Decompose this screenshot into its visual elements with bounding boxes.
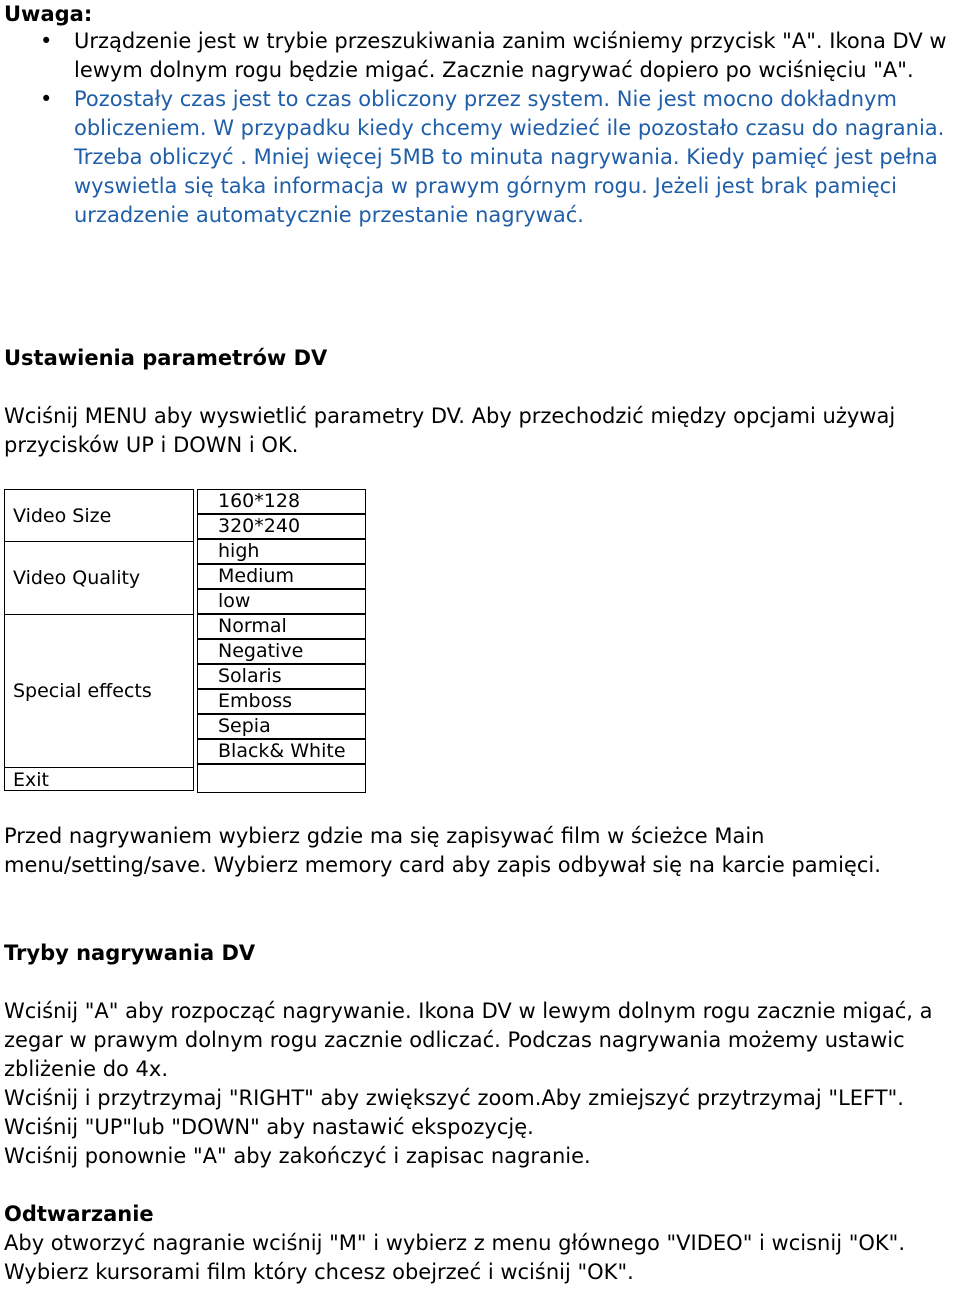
label-video-size: Video Size <box>5 490 193 542</box>
option-320x240: 320*240 <box>197 514 366 539</box>
option-sepia: Sepia <box>197 714 366 739</box>
modes-title: Tryby nagrywania DV <box>4 941 256 965</box>
params-intro: Wciśnij MENU aby wyswietlić parametry DV. Aby przechodzić między opcjami używaj przycisków UP i DOWN i OK. <box>4 404 896 457</box>
settings-options-column <box>197 489 366 793</box>
option-low: low <box>197 589 366 614</box>
modes-paragraph-2: Wciśnij i przytrzymaj "RIGHT" aby zwiększyć zoom.Aby zmiejszyć przytrzymaj "LEFT". Wciśnij "UP"lub "DOWN" aby nastawić ekspozycję. <box>4 1086 904 1139</box>
option-solaris: Solaris <box>197 664 366 689</box>
warning-bullet-2 <box>4 85 958 230</box>
option-black-white: Black& White <box>197 739 366 764</box>
option-medium: Medium <box>197 564 366 589</box>
warning-title: Uwaga: <box>4 2 93 26</box>
settings-table <box>4 489 366 793</box>
option-high: high <box>197 539 366 564</box>
warning-section <box>4 0 958 230</box>
bullet-icon: • <box>40 87 53 111</box>
option-160x128: 160*128 <box>197 489 366 514</box>
modes-paragraph-1: Wciśnij "A" aby rozpocząć nagrywanie. Ikona DV w lewym dolnym rogu zacznie migać, a zegar w prawym dolnym rogu zacznie odliczać. Podczas nagrywania możemy ustawic zbliżenie do 4x. <box>4 999 933 1081</box>
playback-text: Aby otworzyć nagranie wciśnij "M" i wybierz z menu głównego "VIDEO" i wcisnij "OK". Wybierz kursorami film który chcesz obejrzeć i wciśnij "OK". <box>4 1231 906 1284</box>
option-negative: Negative <box>197 639 366 664</box>
modes-paragraph-3: Wciśnij ponownie "A" aby zakończyć i zapisac nagranie. <box>4 1144 591 1168</box>
warning-bullet-1 <box>4 27 958 85</box>
params-title: Ustawienia parametrów DV <box>4 346 328 370</box>
warning-bullet-1-text: Urządzenie jest w trybie przeszukiwania zanim wciśniemy przycisk "A". Ikona DV w lewym dolnym rogu będzie migać. Zacznie nagrywać dopiero po wciśnięciu "A". <box>74 29 947 82</box>
warning-bullet-2-text: Pozostały czas jest to czas obliczony przez system. Nie jest mocno dokładnym obliczeniem. W przypadku kiedy chcemy wiedzieć ile pozostało czasu do nagrania. Trzeba obliczyć . Mniej więcej 5MB to minuta nagrywania. Kiedy pamięć jest pełna wyswietla się taka informacja w prawym górnym rogu. Jeżeli jest brak pamięci urzadzenie automatycznie przestanie nagrywać. <box>74 87 945 227</box>
option-normal: Normal <box>197 614 366 639</box>
save-note: Przed nagrywaniem wybierz gdzie ma się zapisywać film w ścieżce Main menu/setting/save. Wybierz memory card aby zapis odbywał się na karcie pamięci. <box>4 824 881 877</box>
playback-title: Odtwarzanie <box>4 1202 154 1226</box>
label-video-quality: Video Quality <box>5 542 193 615</box>
option-emboss: Emboss <box>197 689 366 714</box>
label-exit: Exit <box>13 769 49 791</box>
label-special-effects: Special effects <box>5 615 193 768</box>
warning-list <box>4 27 958 230</box>
bullet-icon: • <box>40 29 53 53</box>
settings-labels-column <box>4 489 194 791</box>
option-empty <box>197 764 366 793</box>
